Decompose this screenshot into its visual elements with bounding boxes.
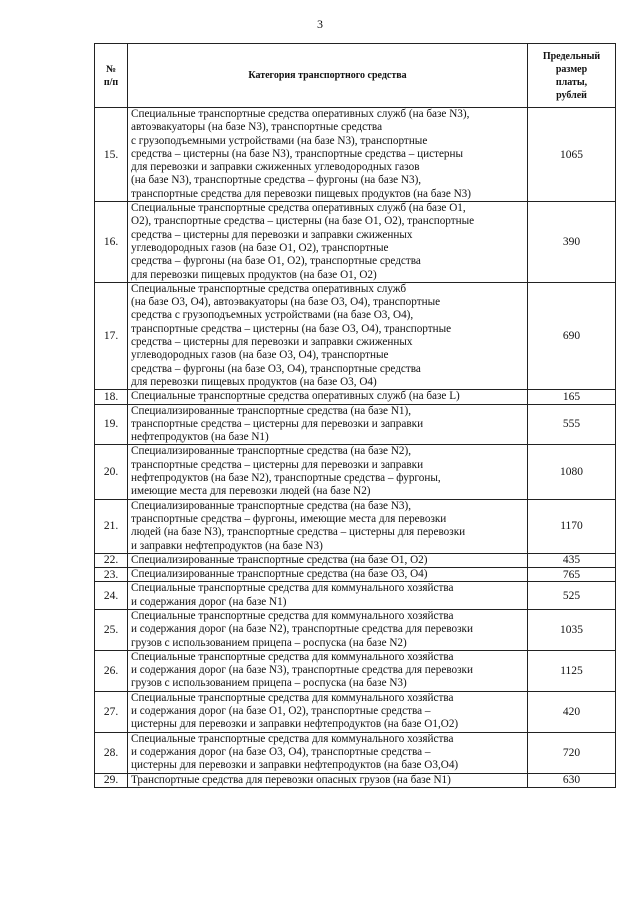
row-price: 690	[528, 282, 616, 389]
row-number: 22.	[95, 553, 128, 567]
row-number: 23.	[95, 568, 128, 582]
row-price: 390	[528, 202, 616, 283]
vehicle-category-table	[94, 43, 616, 788]
row-category: Специализированные транспортные средства (на базе O1, O2)	[128, 553, 528, 567]
table-header-row	[95, 44, 616, 108]
row-number: 21.	[95, 499, 128, 553]
row-category: Специальные транспортные средства оперативных служб (на базе O1, O2), транспортные средства – цистерны (на базе O1, O2), транспортные средства – цистерны для перевозки и заправки сжиженных углеводородных газов (на базе O1, O2), транспортные средства – фургоны (на базе O1, O2), транспортные средства для перевозки пищевых продуктов (на базе O1, O2)	[128, 202, 528, 283]
row-number: 15.	[95, 108, 128, 202]
row-price: 1170	[528, 499, 616, 553]
table-row	[95, 568, 616, 582]
header-price: Предельный размер платы, рублей	[528, 44, 616, 108]
row-category: Специальные транспортные средства для коммунального хозяйства и содержания дорог (на базе O1, O2), транспортные средства – цистерны для перевозки и заправки нефтепродуктов (на базе O1,O2)	[128, 691, 528, 732]
page-number: 3	[317, 17, 323, 31]
header-number: № п/п	[95, 44, 128, 108]
row-category: Специализированные транспортные средства (на базе O3, O4)	[128, 568, 528, 582]
row-price: 165	[528, 390, 616, 404]
row-number: 16.	[95, 202, 128, 283]
row-category: Специальные транспортные средства для коммунального хозяйства и содержания дорог (на базе O3, O4), транспортные средства – цистерны для перевозки и заправки нефтепродуктов (на базе O3,O4)	[128, 732, 528, 773]
header-category: Категория транспортного средства	[128, 44, 528, 108]
row-number: 17.	[95, 282, 128, 389]
row-category: Специализированные транспортные средства (на базе N3), транспортные средства – фургоны, имеющие места для перевозки людей (на базе N3), транспортные средства – цистерны для перевозки и заправки нефтепродуктов (на базе N3)	[128, 499, 528, 553]
row-price: 525	[528, 582, 616, 610]
row-price: 765	[528, 568, 616, 582]
row-number: 27.	[95, 691, 128, 732]
row-number: 25.	[95, 609, 128, 650]
row-category: Специальные транспортные средства оперативных служб (на базе N3), автоэвакуаторы (на базе N3), транспортные средства с грузоподъемными устройствами (на базе N3), транспортные средства – цистерны (на базе N3), транспортные средства – цистерны для перевозки и заправки сжиженных углеводородных газов (на базе N3), транспортные средства – фургоны (на базе N3), транспортные средства для перевозки пищевых продуктов (на базе N3)	[128, 108, 528, 202]
row-category: Специальные транспортные средства для коммунального хозяйства и содержания дорог (на базе N2), транспортные средства для перевозки грузов с использованием прицепа – роспуска (на базе N2)	[128, 609, 528, 650]
table-row	[95, 553, 616, 567]
row-category: Специальные транспортные средства для коммунального хозяйства и содержания дорог (на базе N1)	[128, 582, 528, 610]
row-price: 420	[528, 691, 616, 732]
row-number: 29.	[95, 773, 128, 787]
row-number: 26.	[95, 650, 128, 691]
table-row	[95, 609, 616, 650]
row-number: 18.	[95, 390, 128, 404]
row-number: 24.	[95, 582, 128, 610]
table-row	[95, 282, 616, 389]
row-category: Специализированные транспортные средства (на базе N1), транспортные средства – цистерны для перевозки и заправки нефтепродуктов (на базе N1)	[128, 404, 528, 445]
row-number: 19.	[95, 404, 128, 445]
row-number: 20.	[95, 445, 128, 499]
row-price: 720	[528, 732, 616, 773]
row-number: 28.	[95, 732, 128, 773]
row-price: 1035	[528, 609, 616, 650]
row-price: 555	[528, 404, 616, 445]
table-row	[95, 773, 616, 787]
row-price: 1125	[528, 650, 616, 691]
row-category: Транспортные средства для перевозки опасных грузов (на базе N1)	[128, 773, 528, 787]
row-price: 1080	[528, 445, 616, 499]
table-row	[95, 499, 616, 553]
table-row	[95, 650, 616, 691]
row-price: 435	[528, 553, 616, 567]
table-row	[95, 202, 616, 283]
table-row	[95, 390, 616, 404]
table-row	[95, 732, 616, 773]
table-row	[95, 445, 616, 499]
row-price: 1065	[528, 108, 616, 202]
table-row	[95, 691, 616, 732]
row-category: Специальные транспортные средства оперативных служб (на базе L)	[128, 390, 528, 404]
row-price: 630	[528, 773, 616, 787]
row-category: Специальные транспортные средства для коммунального хозяйства и содержания дорог (на базе N3), транспортные средства для перевозки грузов с использованием прицепа – роспуска (на базе N3)	[128, 650, 528, 691]
row-category: Специальные транспортные средства оперативных служб (на базе O3, O4), автоэвакуаторы (на базе O3, O4), транспортные средства с грузоподъемных устройствами (на базе O3, O4), транспортные средства – цистерны (на базе O3, O4), транспортные средства – цистерны для перевозки и заправки сжиженных углеводородных газов (на базе O3, O4), транспортные средства – фургоны (на базе O3, O4), транспортные средства для перевозки пищевых продуктов (на базе O3, O4)	[128, 282, 528, 389]
table-row	[95, 108, 616, 202]
table-row	[95, 404, 616, 445]
table-row	[95, 582, 616, 610]
row-category: Специализированные транспортные средства (на базе N2), транспортные средства – цистерны для перевозки и заправки нефтепродуктов (на базе N2), транспортные средства – фургоны, имеющие места для перевозки людей (на базе N2)	[128, 445, 528, 499]
